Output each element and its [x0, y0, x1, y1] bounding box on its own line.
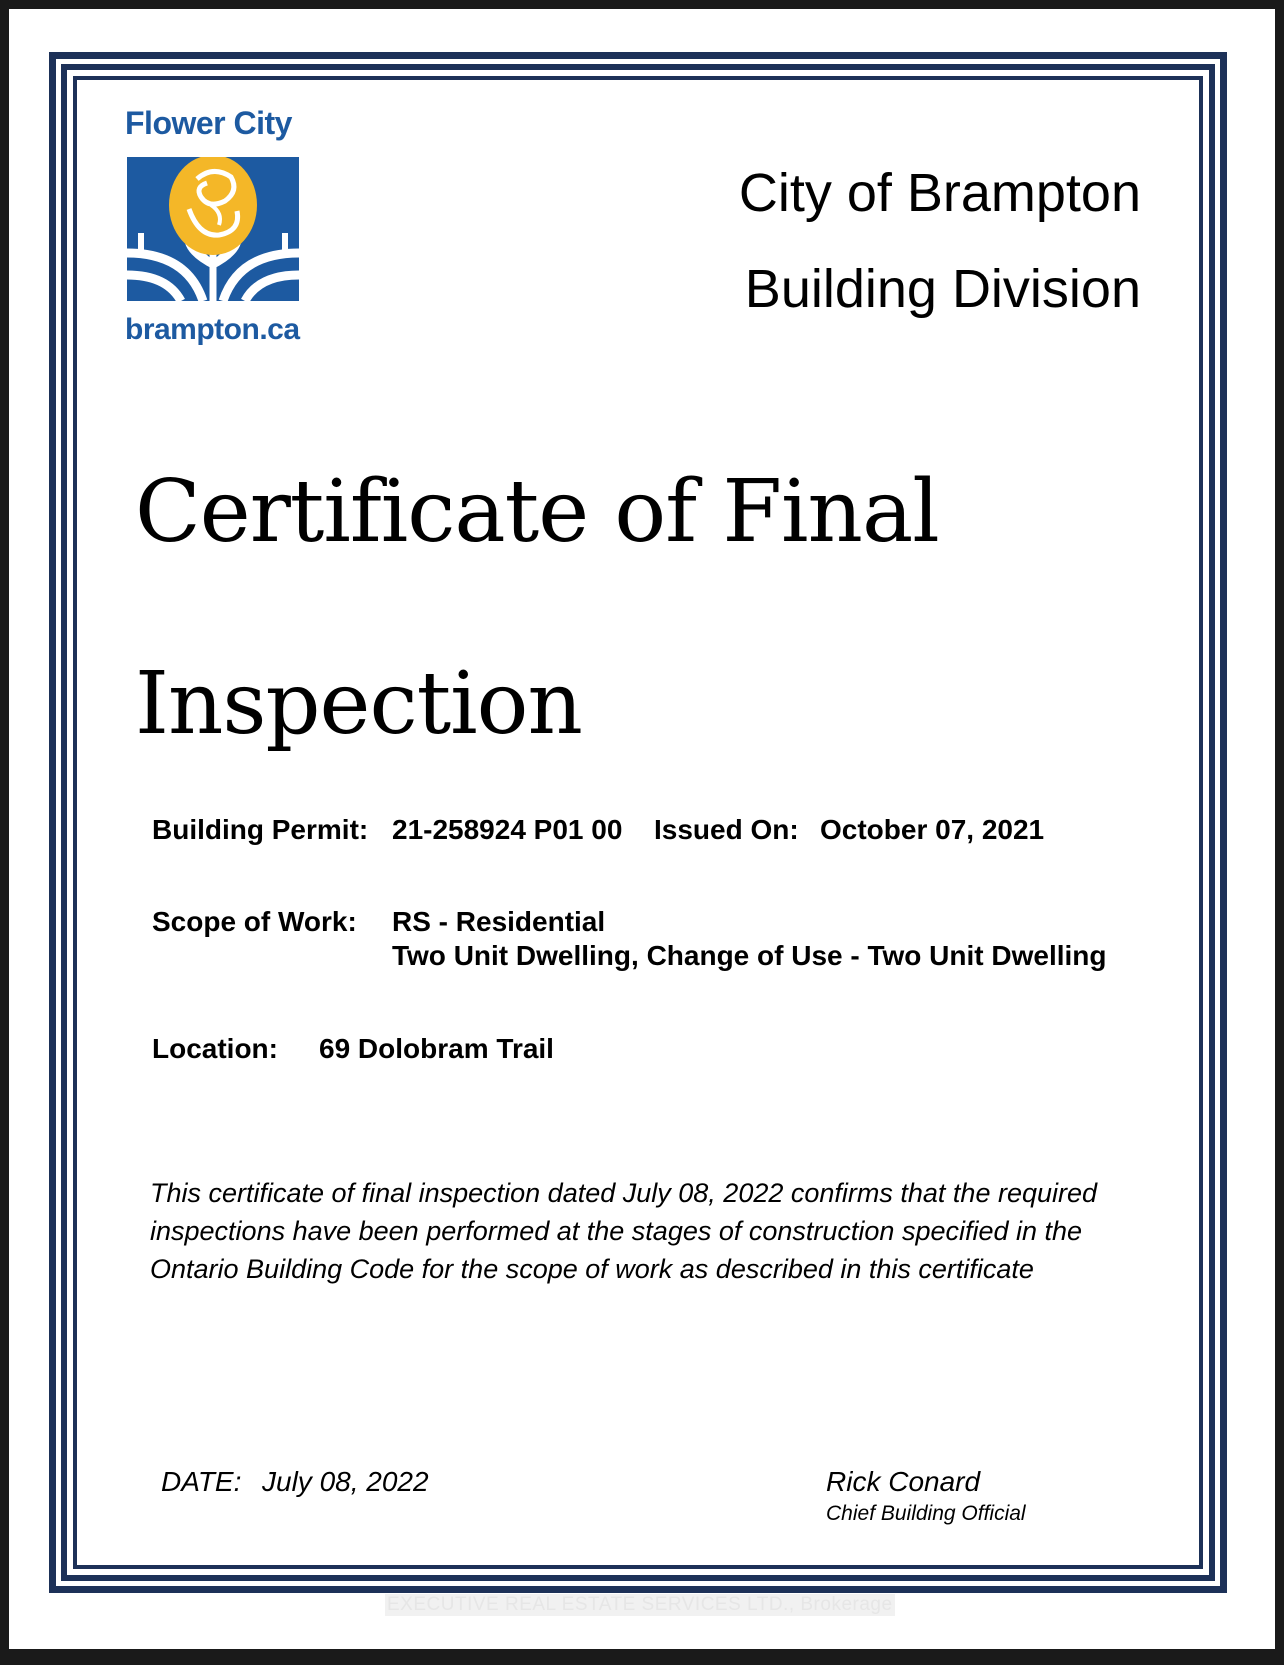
certificate-title-line2: Inspection — [135, 654, 582, 754]
logo-top-text: Flower City — [125, 105, 292, 141]
permit-number: 21-258924 P01 00 — [392, 814, 623, 845]
issued-date: October 07, 2021 — [820, 814, 1045, 845]
scope-label: Scope of Work: — [152, 906, 357, 937]
date-value: July 08, 2022 — [262, 1466, 429, 1497]
scope-line2: Two Unit Dwelling, Change of Use - Two Unit Dwelling — [392, 940, 1107, 971]
official-title: Chief Building Official — [826, 1502, 1026, 1525]
brampton-logo — [123, 95, 298, 355]
permit-label: Building Permit: — [152, 814, 369, 845]
date-label: DATE: — [161, 1466, 242, 1497]
org-name: City of Brampton — [738, 163, 1141, 223]
org-division: Building Division — [744, 259, 1141, 319]
brokerage-watermark: EXECUTIVE REAL ESTATE SERVICES LTD., Brokerage — [387, 1594, 893, 1615]
certificate-statement: This certificate of final inspection dated July 08, 2022 confirms that the required inspections have been performed at the stages of construction specified in the Ontario Building Code for the scope of work as described in this certificate — [150, 1178, 1098, 1284]
official-name: Rick Conard — [826, 1466, 981, 1497]
issued-label: Issued On: — [654, 814, 799, 845]
logo-bottom-text: brampton.ca — [125, 313, 300, 346]
location-label: Location: — [152, 1033, 278, 1064]
rose-emblem-icon — [127, 157, 299, 301]
location-value: 69 Dolobram Trail — [319, 1033, 554, 1064]
scope-line1: RS - Residential — [392, 906, 606, 937]
certificate-title-line1: Certificate of Final — [135, 462, 939, 562]
